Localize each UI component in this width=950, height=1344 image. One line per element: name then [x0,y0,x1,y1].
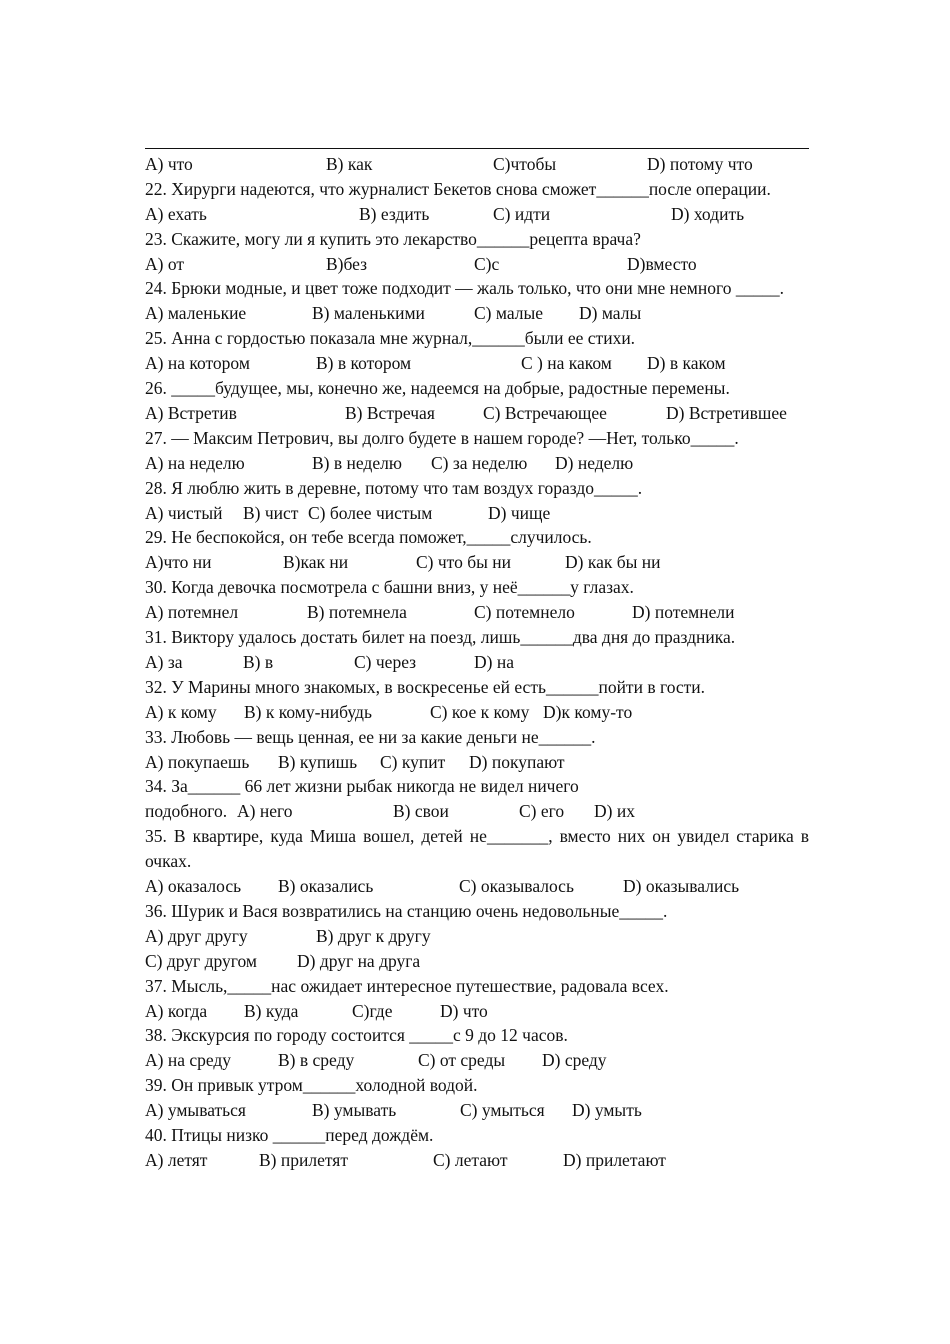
options-row [145,301,809,326]
question-text: 29. Не беспокойся, он тебе всегда поможет,_____случилось. [145,527,592,548]
options-row [145,799,809,824]
option-c: C) Встречающее [483,402,607,423]
option-d: D) малы [579,303,642,324]
option-b: B) в [243,651,274,672]
option-d: D) друг на друга [297,950,421,971]
options-row [145,700,809,725]
option-b: B) в неделю [312,452,402,473]
option-a: A) на неделю [145,452,245,473]
option-a: A) оказалось [145,876,242,897]
option-d: D) в каком [647,353,726,374]
option-b: B) друг к другу [316,925,431,946]
question-text: 24. Брюки модные, и цвет тоже подходит — жаль только, что они мне немного _____. [145,278,784,299]
option-a: A)что ни [145,552,212,573]
option-b: B) в среду [278,1050,355,1071]
option-c: C) идти [493,203,551,224]
options-row [145,152,809,177]
option-a: A) летят [145,1149,208,1170]
options-row [145,999,809,1024]
option-c: C) малые [474,303,544,324]
option-d: D) ходить [671,203,745,224]
option-c: C)с [474,253,500,274]
option-a: A) покупаешь [145,751,250,772]
option-c: C) его [519,801,565,822]
option-c: C)где [352,1000,393,1021]
option-d: D) их [594,801,635,822]
option-b: B)как ни [283,552,349,573]
option-d: D) как бы ни [565,552,661,573]
option-a: A) потемнел [145,602,239,623]
option-b: B) свои [393,801,449,822]
question-text: 39. Он привык утром______холодной водой. [145,1075,478,1096]
options-row [145,351,809,376]
option-c: C ) на каком [521,353,612,374]
option-b: B) потемнела [307,602,407,623]
option-b: B) оказались [278,876,374,897]
question-text: 40. Птицы низко ______перед дождём. [145,1125,434,1146]
question-text: 35. В квартире, куда Миша вошел, детей не_______, вместо них он увидел старика в очках. [145,826,809,872]
question-text: 26. _____будущее, мы, конечно же, надеемся на добрые, радостные перемены. [145,378,730,399]
options-row [145,874,809,899]
options-row [145,1048,809,1073]
option-d: D)вместо [627,253,697,274]
options-row [145,401,809,426]
question-text: 25. Анна с гордостью показала мне журнал,______были ее стихи. [145,328,636,349]
option-a: A) на котором [145,353,250,374]
options-row [145,949,809,974]
option-d: D) среду [542,1050,607,1071]
options-row [145,501,809,526]
question-text: 38. Экскурсия по городу состоится _____с 9 до 12 часов. [145,1025,568,1046]
option-b: B) прилетят [259,1149,348,1170]
option-d: D) на [474,651,514,672]
option-b: B) умывать [312,1100,397,1121]
question-text: 33. Любовь — вещь ценная, ее ни за какие деньги не______. [145,726,596,747]
option-a: A) маленькие [145,303,247,324]
option-c: C) за неделю [431,452,528,473]
options-row [145,550,809,575]
option-d: D) умыть [572,1100,642,1121]
option-d: D) потому что [647,154,753,174]
option-c: C) кое к кому [430,701,530,722]
option-d: D) прилетают [563,1149,666,1170]
option-a: A) умываться [145,1100,246,1121]
option-b: B) куда [244,1000,299,1021]
option-b: B) ездить [359,203,430,224]
option-d: D) неделю [555,452,634,473]
option-a: A) к кому [145,701,217,722]
option-c: C) друг другом [145,950,258,971]
option-a: A) ехать [145,203,207,224]
option-c: C)чтобы [493,154,557,174]
option-c: C) более чистым [308,502,433,523]
question-text: 36. Шурик и Вася возвратились на станцию очень недовольные_____. [145,900,668,921]
option-c: C) умыться [460,1100,545,1121]
option-b: B) Встречая [345,402,435,423]
option-a: A) за [145,651,183,672]
option-b: B) в котором [316,353,412,374]
option-b: B) как [326,154,373,174]
question-text: 31. Виктору удалось достать билет на поезд, лишь______два дня до праздника. [145,627,736,648]
question-text: 32. У Марины много знакомых, в воскресенье ей есть______пойти в гости. [145,676,706,697]
option-a: A) когда [145,1000,208,1021]
option-b: B) чист [243,502,299,523]
option-a: A) Встретив [145,402,237,423]
option-a: A) от [145,253,185,274]
question-text: 23. Скажите, могу ли я купить это лекарство______рецепта врача? [145,228,641,249]
option-c: C) от среды [418,1050,506,1071]
options-row [145,202,809,227]
options-row [145,1098,809,1123]
option-d: D) что [440,1000,488,1021]
option-a: A) на среду [145,1050,232,1071]
question-continuation: подобного. [145,801,228,822]
option-d: D) Встретившее [666,402,787,423]
options-row [145,600,809,625]
option-a: A) что [145,154,193,174]
option-d: D) чище [488,502,551,523]
document-page [145,148,809,1173]
option-b: B) маленькими [312,303,425,324]
option-a: A) друг другу [145,925,248,946]
question-text: 37. Мысль,_____нас ожидает интересное путешествие, радовала всех. [145,975,669,996]
question-text: 27. — Максим Петрович, вы долго будете в нашем городе? —Нет, только_____. [145,427,739,448]
option-b: B)без [326,253,368,274]
option-c: C) что бы ни [416,552,511,573]
option-a: A) него [237,801,293,822]
top-rule [145,148,809,149]
options-row [145,924,809,949]
options-row [145,451,809,476]
question-text: 28. Я люблю жить в деревне, потому что там воздух гораздо_____. [145,477,643,498]
options-row [145,750,809,775]
question-text: 34. За______ 66 лет жизни рыбак никогда не видел ничего [145,776,579,797]
option-c: C) летают [433,1149,508,1170]
option-a: A) чистый [145,502,223,523]
option-b: B) купишь [278,751,358,772]
option-c: C) купит [380,751,446,772]
option-b: B) к кому-нибудь [244,701,372,722]
options-row [145,650,809,675]
option-d: D) потемнели [632,602,735,623]
question-text: 30. Когда девочка посмотрела с башни вниз, у неё______у глазах. [145,577,634,598]
options-row [145,252,809,277]
option-d: D) покупают [469,751,565,772]
option-c: C) оказывалось [459,876,574,897]
options-row [145,1148,809,1173]
option-d: D)к кому-то [543,701,633,722]
question-text: 22. Хирурги надеются, что журналист Бекетов снова сможет______после операции. [145,178,771,199]
option-d: D) оказывались [623,876,740,897]
option-c: C) потемнело [474,602,575,623]
option-c: C) через [354,651,417,672]
